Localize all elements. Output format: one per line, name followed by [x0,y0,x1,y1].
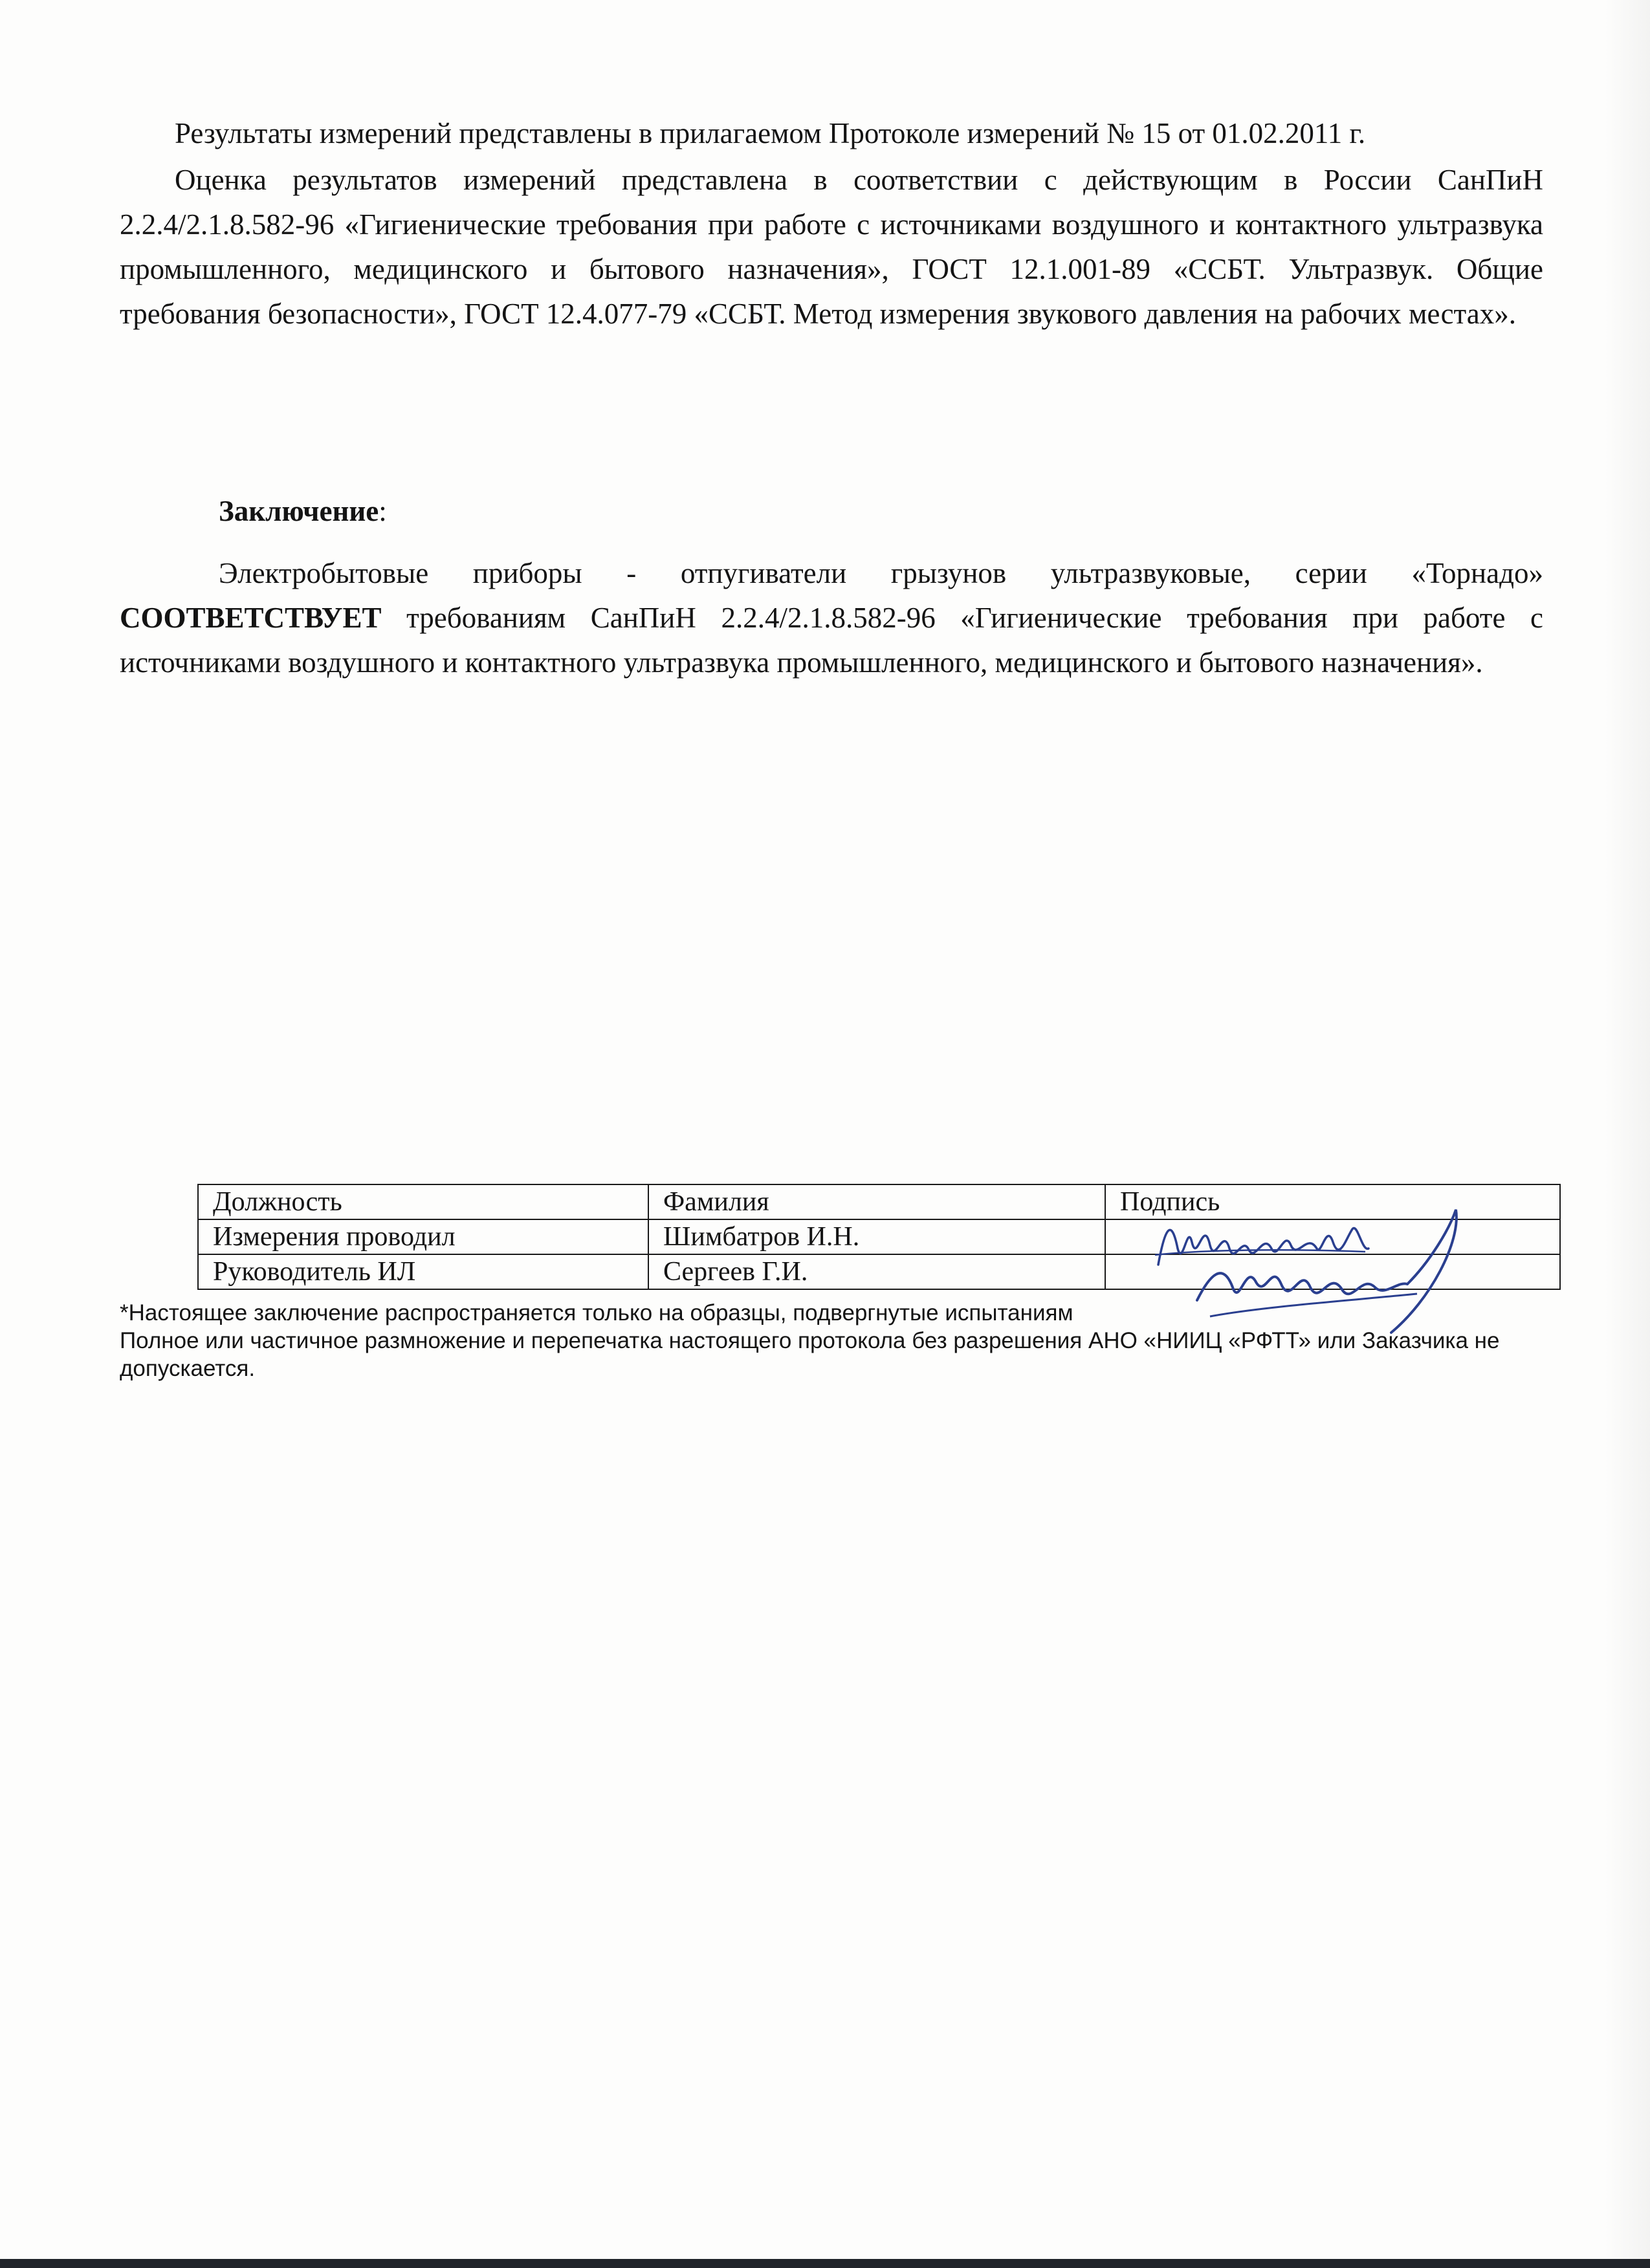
row-signature-cell [1105,1254,1560,1289]
conclusion-text-end: требованиям СанПиН 2.2.4/2.1.8.582-96 «Гигиенические требования при работе с источниками воздушного и контактного ультразвука промышленного, медицинского и бытового назначения». [120,602,1543,679]
header-surname: Фамилия [648,1184,1105,1219]
conclusion-text-start: Электробытовые приборы - отпугиватели грызунов ультразвуковые, серии «Торнадо» [219,557,1543,589]
row-position: Измерения проводил [198,1219,648,1254]
footnote-copyright: Полное или частичное размножение и перепечатка настоящего протокола без разрешения АНО «НИИЦ «РФТТ» или Заказчика не допускается. [120,1328,1500,1381]
conclusion-heading [219,494,387,528]
table-header-row [198,1184,1560,1219]
conclusion-verdict: СООТВЕТСТВУЕТ [120,602,382,634]
evaluation-paragraph: Оценка результатов измерений представлена в соответствии с действующим в России СанПиН 2.2.4/2.1.8.582-96 «Гигиенические требования при работе с источниками воздушного и контактного ультразвука промышленного, медицинского и бытового назначения», ГОСТ 12.1.001-89 «ССБТ. Ультразвук. Общие требования безопасности», ГОСТ 12.4.077-79 «ССБТ. Метод измерения звукового давления на рабочих местах». [120,164,1543,330]
scan-edge-shadow [1605,0,1650,2268]
row-surname: Сергеев Г.И. [648,1254,1105,1289]
table-row [198,1254,1560,1289]
row-signature-cell [1105,1219,1560,1254]
conclusion-paragraph [120,551,1543,685]
row-surname: Шимбатров И.Н. [648,1219,1105,1254]
row-position: Руководитель ИЛ [198,1254,648,1289]
conclusion-heading-colon: : [379,495,387,527]
signature-table [197,1184,1561,1290]
footnote-scope: *Настоящее заключение распространяется только на образцы, подвергнутые испытаниям [120,1300,1073,1325]
header-position: Должность [198,1184,648,1219]
scan-bottom-edge [0,2259,1650,2268]
conclusion-heading-text: Заключение [219,495,379,527]
header-signature: Подпись [1105,1184,1560,1219]
results-paragraph: Результаты измерений представлены в прилагаемом Протоколе измерений № 15 от 01.02.2011 г. [175,117,1366,149]
table-row [198,1219,1560,1254]
